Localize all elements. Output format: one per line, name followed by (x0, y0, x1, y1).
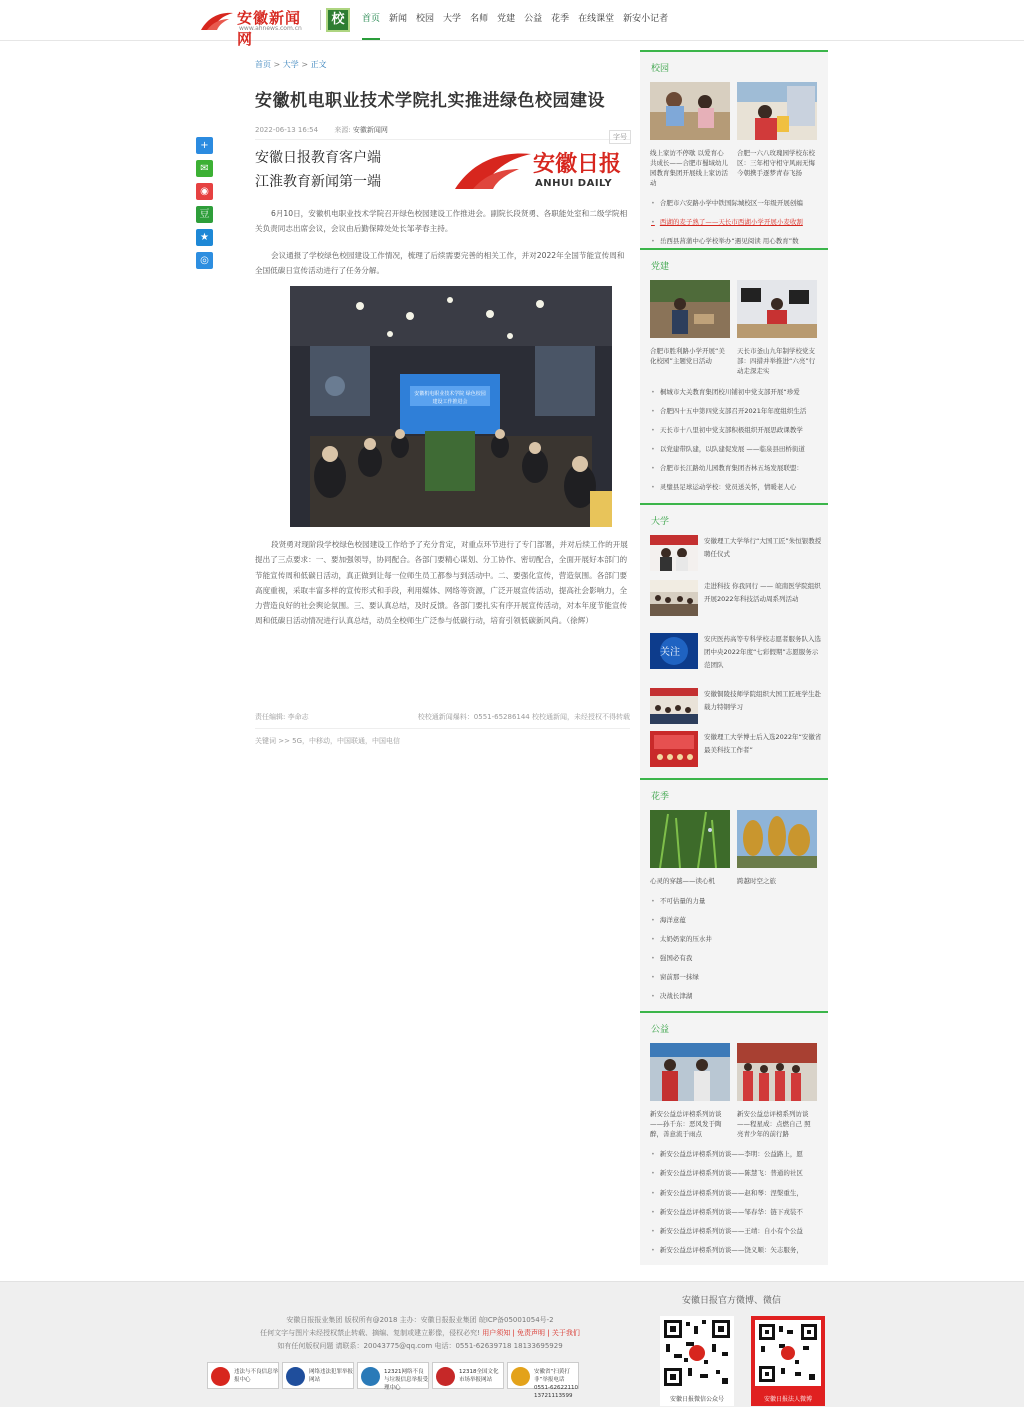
sidebar-section-charity (640, 1011, 828, 1265)
breadcrumb-home[interactable]: 首页 (255, 60, 271, 69)
univ-item-image (650, 731, 698, 767)
logo-text: 安徽新闻网 (237, 9, 302, 48)
party-list-item[interactable]: • 灵璧县足球运动学校：党员送关怀，情暖老人心 (651, 482, 825, 491)
nav-item-online-class[interactable]: 在线课堂 (578, 14, 615, 24)
anhui-daily-logo[interactable] (453, 147, 631, 192)
badge-text: 网络违法犯罪举报网站 (309, 1369, 354, 1383)
section-title-campus[interactable]: 校园 (651, 64, 670, 74)
youth-list-item[interactable]: • 太奶奶家的压水井 (651, 934, 825, 943)
copyright-note: 校校通新闻爆料：0551-65286144 校校通新闻，未经授权不得转载 (417, 713, 630, 721)
youth-list-item[interactable]: • 强国必有我 (651, 953, 825, 962)
univ-item[interactable] (650, 633, 820, 669)
share-more-icon[interactable]: + (196, 137, 213, 154)
breadcrumb (255, 59, 327, 70)
badge-text: 12318全国文化市场举报网站 (459, 1369, 499, 1383)
article-meta (255, 125, 630, 140)
party-list-item[interactable]: • 合肥市长江路幼儿园教育集团杏林五场发展联盟： (651, 463, 825, 472)
article-datetime: 2022-06-13 16:54 (255, 126, 319, 134)
paragraph-3: 段贤勇对现阶段学校绿色校园建设工作给予了充分肯定，对重点环节进行了专门部署，并对后续工作的开展提出了三点要求：一、要加强领导，协同配合。各部门要精心谋划、分工协作、密切配合，全面开展好本部门的节能宣传周和低碳日活动，真正做到让每一位师生员工都参与到活动中。二、要强化宣传，营造氛围。各部门要高度重视，采取丰富多样的宣传形式和手段，利用媒体、网络等资源，广泛开展宣传活动，提高社会影响力，全力营造良好的社会舆论氛围。三、要认真总结，及时反馈。各部门要扎实有序开展宣传活动，对本年度节能宣传周和低碳日活动情况进行认真总结，动员全校师生广泛参与低碳行动，培育引领低碳新风尚。（徐辉） (255, 540, 628, 626)
section-title-charity[interactable]: 公益 (651, 1025, 670, 1035)
report-badge[interactable] (282, 1362, 354, 1389)
footer-notice (200, 1328, 640, 1338)
sidebar-section-campus (640, 50, 828, 246)
wechat-qr[interactable] (660, 1316, 734, 1406)
article-source: 安徽新闻网 (352, 126, 388, 134)
charity-list-item[interactable]: • 新安公益总评榜系列访谈——李明：公益路上，愿 (651, 1149, 825, 1158)
logo-url: www.ahnews.com.cn (239, 25, 302, 32)
party-caption-1[interactable]: 合肥市胜利路小学开展“美化校园”主题党日活动 (650, 347, 725, 365)
youth-list-item[interactable]: • 不可估量的力量 (651, 896, 825, 905)
anhui-daily-swoosh-icon (453, 149, 533, 191)
univ-item-image (650, 580, 698, 616)
weibo-qr[interactable] (751, 1316, 825, 1406)
site-header (0, 0, 1024, 48)
badge-text: 违法与不良信息举报中心 (234, 1369, 279, 1383)
tencent-weibo-icon[interactable]: ◎ (196, 252, 213, 269)
breadcrumb-section[interactable]: 大学 (282, 60, 299, 69)
party-list-item[interactable]: • 天长市十八里初中党支部积极组织开展思政课教学 (651, 425, 825, 434)
qr-code-icon (751, 1316, 825, 1390)
photo-screen-text: 安徽机电职业技术学院 绿色校园建设工作推进会 (414, 391, 486, 405)
univ-item-title: 安徽铜陵技师学院组织大国工匠班学生赴载力特钢学习 (704, 690, 821, 711)
campus-caption-2[interactable]: 合肥一六八玫瑰园学校东校区：三年相守相守风雨无悔 今朝携手逐梦青春飞扬 (737, 149, 815, 177)
douban-icon[interactable]: 豆 (196, 206, 213, 223)
footer-copyright: 安徽日报报业集团 版权所有@2018 主办：安徽日报报业集团 皖ICP备05001054号-2 (286, 1316, 554, 1324)
party-thumb-2[interactable] (737, 280, 817, 338)
promo-line-1: 安徽日报教育客户端 (255, 150, 381, 166)
source-label: 来源: (334, 126, 351, 134)
section-title-youth[interactable]: 花季 (651, 792, 670, 802)
youth-thumb-1[interactable] (650, 810, 730, 868)
article-photo (290, 286, 612, 527)
report-badge[interactable] (357, 1362, 429, 1389)
sidebar-section-party (640, 248, 828, 500)
report-badge[interactable] (507, 1362, 579, 1399)
svg-text:关注: 关注 (660, 647, 680, 658)
party-caption-2[interactable]: 天长市釜山九年制学校党支部：四措并举推进“六亮”行动走深走实 (737, 347, 816, 375)
nav-item-campus[interactable]: 校园 (416, 14, 435, 24)
univ-item[interactable] (650, 688, 820, 724)
charity-list-item[interactable]: • 新安公益总评榜系列访谈——陈慧飞：普通的社区 (651, 1168, 825, 1177)
nav-item-charity[interactable]: 公益 (524, 14, 543, 24)
weibo-qr-label: 安徽日报法人微博 (763, 1396, 812, 1403)
campus-list-item[interactable]: • 岳西县菖蒲中心学校举办“遇见阅读 用心教育”数 (651, 236, 825, 245)
paragraph-2: 会议通报了学校绿色校园建设工作情况，梳理了后续需要完善的相关工作，并对2022年全国节能宣传周和全国低碳日宣传活动进行了任务分解。 (255, 251, 625, 276)
youth-caption-1[interactable]: 心灵的穿越——读心机 (650, 877, 715, 885)
youth-list-item[interactable]: • 海洋意蕴 (651, 915, 825, 924)
sidebar-section-youth (640, 778, 828, 1010)
font-size-button[interactable]: 字号 (609, 130, 631, 144)
campus-logo[interactable]: 校 (326, 8, 350, 32)
breadcrumb-sep: > (301, 60, 311, 69)
report-badge[interactable] (207, 1362, 279, 1389)
article-title: 安徽机电职业技术学院扎实推进绿色校园建设 (255, 91, 605, 111)
youth-thumb-2[interactable] (737, 810, 817, 868)
univ-item-image (650, 535, 698, 571)
youth-list-item[interactable]: • 窗前那一抹绿 (651, 972, 825, 981)
univ-item[interactable] (650, 580, 820, 616)
share-bar (196, 137, 213, 275)
report-center-icon (211, 1367, 230, 1386)
editor-label: 责任编辑: (255, 713, 286, 721)
charity-caption-1[interactable]: 新安公益总评榜系列访谈 ——孙千东：恶风发于陶醉，善意流于雨点 (650, 1110, 722, 1138)
charity-thumb-1[interactable] (650, 1043, 730, 1101)
footer-contact: 如有任何版权问题 请联系：20043775@qq.com 电话：0551-62639718 18133695929 (277, 1342, 563, 1350)
anhui-daily-en: ANHUI DAILY (535, 178, 613, 189)
campus-thumb-2[interactable] (737, 82, 817, 140)
charity-list-item[interactable]: • 新安公益总评榜系列访谈——赵和琴：涅槃重生， (651, 1188, 825, 1197)
breadcrumb-current[interactable]: 正文 (310, 60, 327, 69)
sidebar-section-university (640, 503, 828, 775)
campus-list-item[interactable]: • 西湖的麦子熟了——天长市西湖小学开展小麦收割 (651, 217, 825, 226)
nav-item-home[interactable]: 首页 (362, 0, 380, 40)
keywords: 关键词 >> 5G，中移动，中国联通，中国电信 (255, 737, 401, 745)
nav-item-youth[interactable]: 花季 (551, 14, 570, 24)
footer-badges (207, 1362, 582, 1399)
nav-item-teachers[interactable]: 名师 (470, 14, 489, 24)
section-title-party[interactable]: 党建 (651, 262, 670, 272)
promo-text (255, 146, 381, 194)
univ-item-title: 安徽理工大学举行“大国工匠”朱恒银教授聘任仪式 (704, 537, 822, 558)
section-title-university[interactable]: 大学 (651, 517, 670, 527)
promo-line-2: 江淮教育新闻第一端 (255, 174, 381, 190)
report-badge[interactable] (432, 1362, 504, 1389)
breadcrumb-sep: > (273, 60, 283, 69)
divider (320, 10, 321, 30)
youth-list-item[interactable]: • 决战长津湖 (651, 991, 825, 1000)
univ-item-title: 走进科技 你我同行 —— 皖南医学院组织开展2022年科技活动周系列活动 (704, 582, 821, 603)
badge-text: 安徽省“扫黄打非”举报电话 0551-62622110 13721113599 (534, 1369, 578, 1399)
editor-name: 李命志 (287, 713, 309, 721)
party-thumb-1[interactable] (650, 280, 730, 338)
charity-list-item[interactable]: • 新安公益总评榜系列访谈——饶义顺：矢志服务， (651, 1245, 825, 1254)
univ-item[interactable] (650, 731, 820, 767)
badge-text: 12321网络不良与垃圾信息举报受理中心 (384, 1369, 429, 1391)
charity-list-item[interactable]: • 新安公益总评榜系列访谈——王靖：自小有个公益 (651, 1226, 825, 1235)
charity-list-item[interactable]: • 新安公益总评榜系列访谈——邹春华：链下戎装不 (651, 1207, 825, 1216)
paragraph-1: 6月10日，安徽机电职业技术学院召开绿色校园建设工作推进会。副院长段贤勇、各职能处室和二级学院相关负责同志出席会议，会议由后勤保障处处长邹孝春主持。 (255, 209, 628, 234)
anhui-daily-cn: 安徽日报 (533, 151, 622, 177)
charity-thumb-2[interactable] (737, 1043, 817, 1101)
logo-swoosh-icon (199, 10, 235, 32)
nav-item-news[interactable]: 新闻 (389, 14, 408, 24)
national-emblem-icon (436, 1367, 455, 1386)
nav-item-university[interactable]: 大学 (443, 14, 462, 24)
12321-icon (361, 1367, 380, 1386)
wechat-icon[interactable]: ✉ (196, 160, 213, 177)
univ-item-title: 安徽理工大学博士后入选2022年“安徽省最美科技工作者” (704, 733, 822, 754)
charity-caption-2[interactable]: 新安公益总评榜系列访谈——程星成：点燃自己 照亮青少年的前行路 (737, 1110, 811, 1138)
qr-title: 安徽日报官方微博、微信 (682, 1296, 782, 1306)
party-list-item[interactable]: • 合肥四十五中第四党支部召开2021年年度组织生活 (651, 406, 825, 415)
campus-thumb-1[interactable] (650, 82, 730, 140)
univ-item-image (650, 688, 698, 724)
wechat-qr-label: 安徽日报微信公众号 (669, 1396, 724, 1403)
footer-links[interactable]: 用户须知 | 免责声明 | 关于我们 (482, 1329, 580, 1337)
party-list-item[interactable]: • 桐城市大关教育集团校川铺初中党支部开展“珍爱 (651, 387, 825, 396)
site-logo[interactable] (199, 6, 314, 48)
qzone-icon[interactable]: ★ (196, 229, 213, 246)
univ-item[interactable] (650, 535, 820, 571)
univ-item-image (650, 633, 698, 669)
police-icon (286, 1367, 305, 1386)
main-nav (362, 0, 677, 40)
nav-item-party[interactable]: 党建 (497, 14, 516, 24)
campus-list-item[interactable]: • 合肥市六安路小学中铁国际城校区一年级开展创编 (651, 198, 825, 207)
univ-item-title: 安庆医药高等专科学校志愿者服务队入选团中央2022年度“七彩假期”志愿服务示范团队 (704, 635, 821, 669)
nav-item-reporters[interactable]: 新安小记者 (623, 14, 669, 24)
qr-code-icon (660, 1316, 734, 1390)
youth-caption-2[interactable]: 跨越时空之旅 (737, 877, 776, 885)
campus-caption-1[interactable]: 线上家访不停歇 以爱育心共成长——合肥市蜀域幼儿园教育集团开展线上家访活动 (650, 149, 728, 187)
footer-rights: 任何文字与图片未经授权禁止转载、摘编、复制或建立影像，侵权必究! (260, 1329, 480, 1337)
weibo-icon[interactable]: ◉ (196, 183, 213, 200)
party-list-item[interactable]: • 以党建带队建，以队建促发展 ——临泉县田桥街道 (651, 444, 825, 453)
editor-bar (255, 712, 630, 729)
anti-porn-icon (511, 1367, 530, 1386)
